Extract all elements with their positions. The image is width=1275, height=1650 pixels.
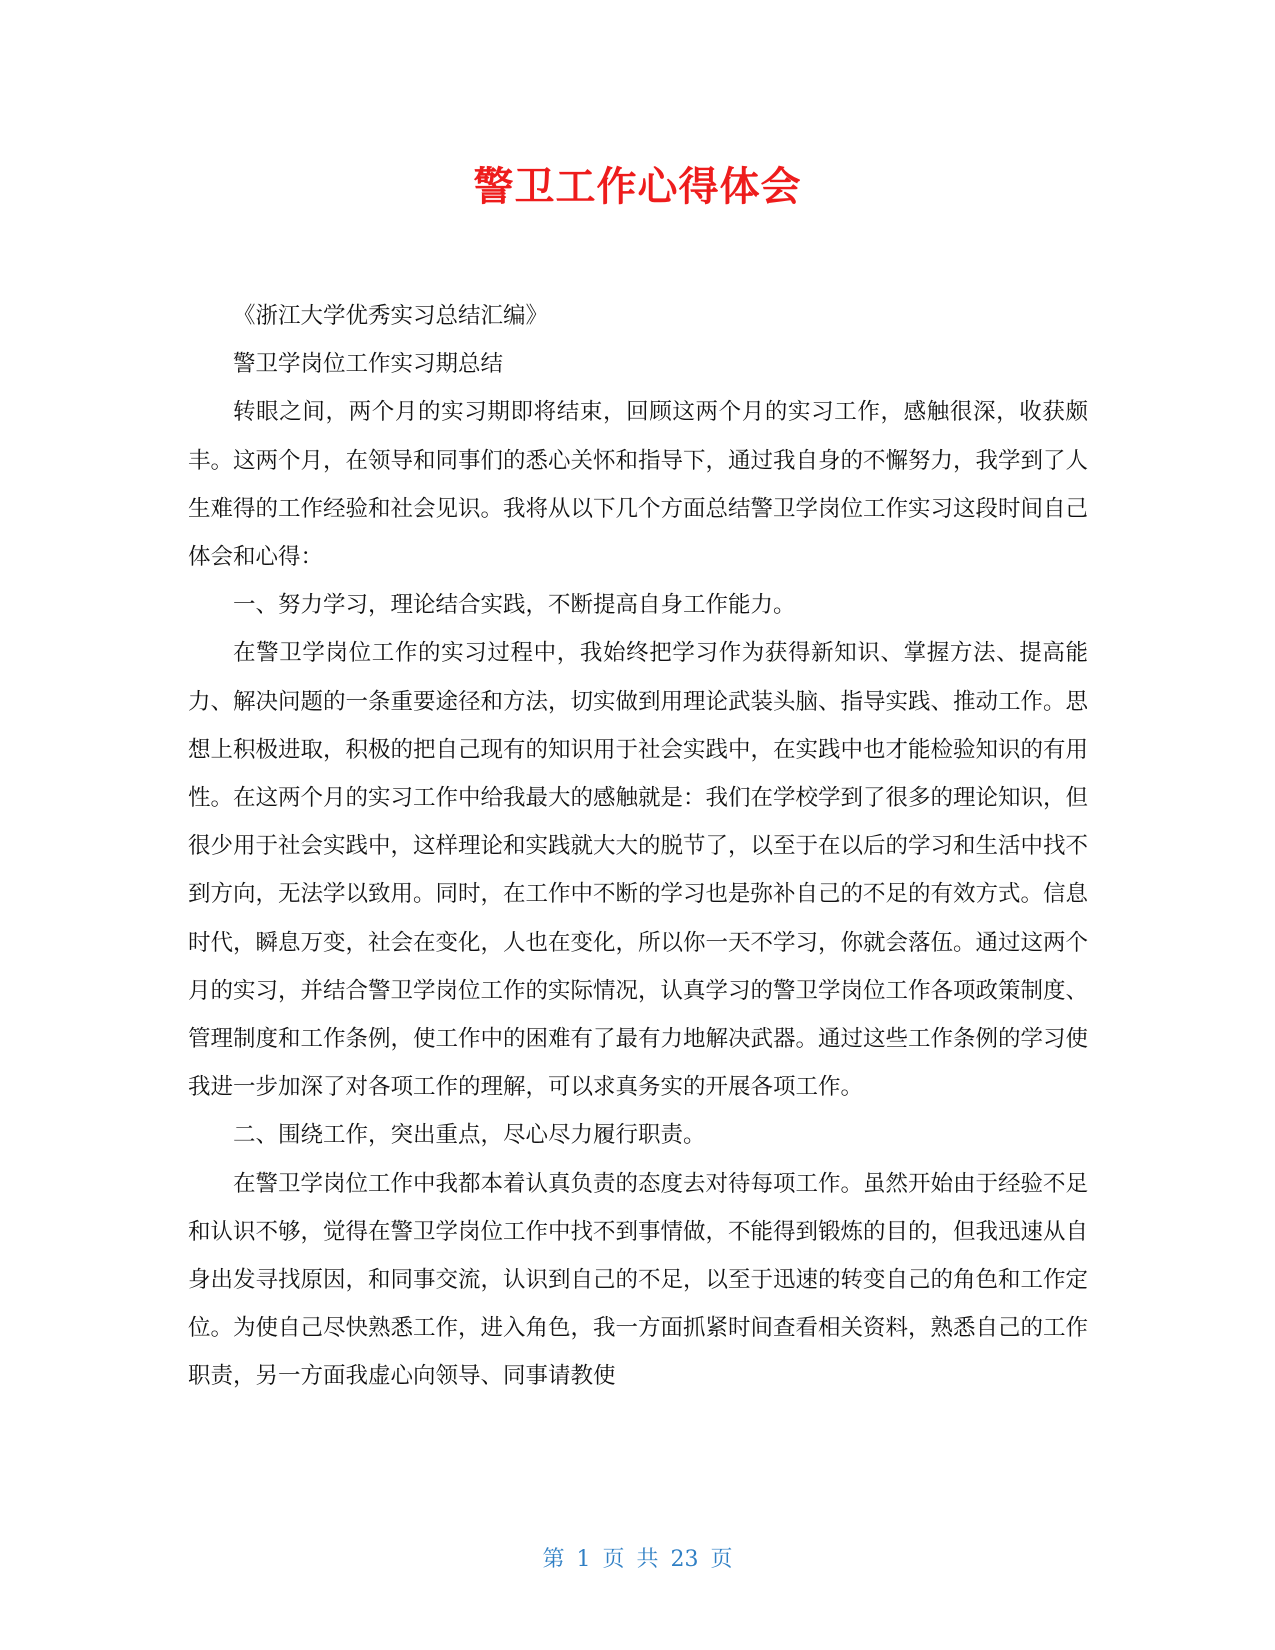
footer-page-label: 第 [542,1547,565,1572]
document-body [188,292,1088,1401]
paragraph-section-2: 在警卫学岗位工作中我都本着认真负责的态度去对待每项工作。虽然开始由于经验不足和认识不够，觉得在警卫学岗位工作中找不到事情做，不能得到锻炼的目的，但我迅速从自身出发寻找原因，和同事交流，认识到自己的不足，以至于迅速的转变自己的角色和工作定位。为使自己尽快熟悉工作，进入角色，我一方面抓紧时间查看相关资料，熟悉自己的工作职责，另一方面我虚心向领导、同事请教使 [188,1170,1089,1390]
document-title: 警卫工作心得体会 [473,164,802,210]
section-heading-2: 二、围绕工作，突出重点，尽心尽力履行职责。 [233,1122,706,1149]
page-footer [0,1545,1275,1575]
section-heading-1: 一、努力学习，理论结合实践，不断提高自身工作能力。 [233,592,796,619]
footer-total-label: 共 [636,1547,659,1572]
paragraph-subtitle: 警卫学岗位工作实习期总结 [233,351,504,378]
footer-total-unit: 页 [710,1547,733,1572]
footer-total-pages: 23 [670,1547,699,1572]
paragraph-intro: 转眼之间，两个月的实习期即将结束，回顾这两个月的实习工作，感触很深，收获颇丰。这两个月，在领导和同事们的悉心关怀和指导下，通过我自身的不懈努力，我学到了人生难得的工作经验和社会见识。我将从以下几个方面总结警卫学岗位工作实习这段时间自己体会和心得： [188,399,1089,571]
paragraph-source: 《浙江大学优秀实习总结汇编》 [233,303,549,329]
footer-page-unit: 页 [602,1547,625,1572]
paragraph-section-1: 在警卫学岗位工作的实习过程中，我始终把学习作为获得新知识、掌握方法、提高能力、解决问题的一条重要途径和方法，切实做到用理论武装头脑、指导实践、推动工作。思想上积极进取，积极的把自己现有的知识用于社会实践中，在实践中也才能检验知识的有用性。在这两个月的实习工作中给我最大的感触就是：我们在学校学到了很多的理论知识，但很少用于社会实践中，这样理论和实践就大大的脱节了，以至于在以后的学习和生活中找不到方向，无法学以致用。同时，在工作中不断的学习也是弥补自己的不足的有效方式。信息时代，瞬息万变，社会在变化，人也在变化，所以你一天不学习，你就会落伍。通过这两个月的实习，并结合警卫学岗位工作的实际情况，认真学习的警卫学岗位工作各项政策制度、管理制度和工作条例，使工作中的困难有了最有力地解决武器。通过这些工作条例的学习使我进一步加深了对各项工作的理解，可以求真务实的开展各项工作。 [188,640,1089,1101]
footer-current-page: 1 [576,1547,591,1572]
